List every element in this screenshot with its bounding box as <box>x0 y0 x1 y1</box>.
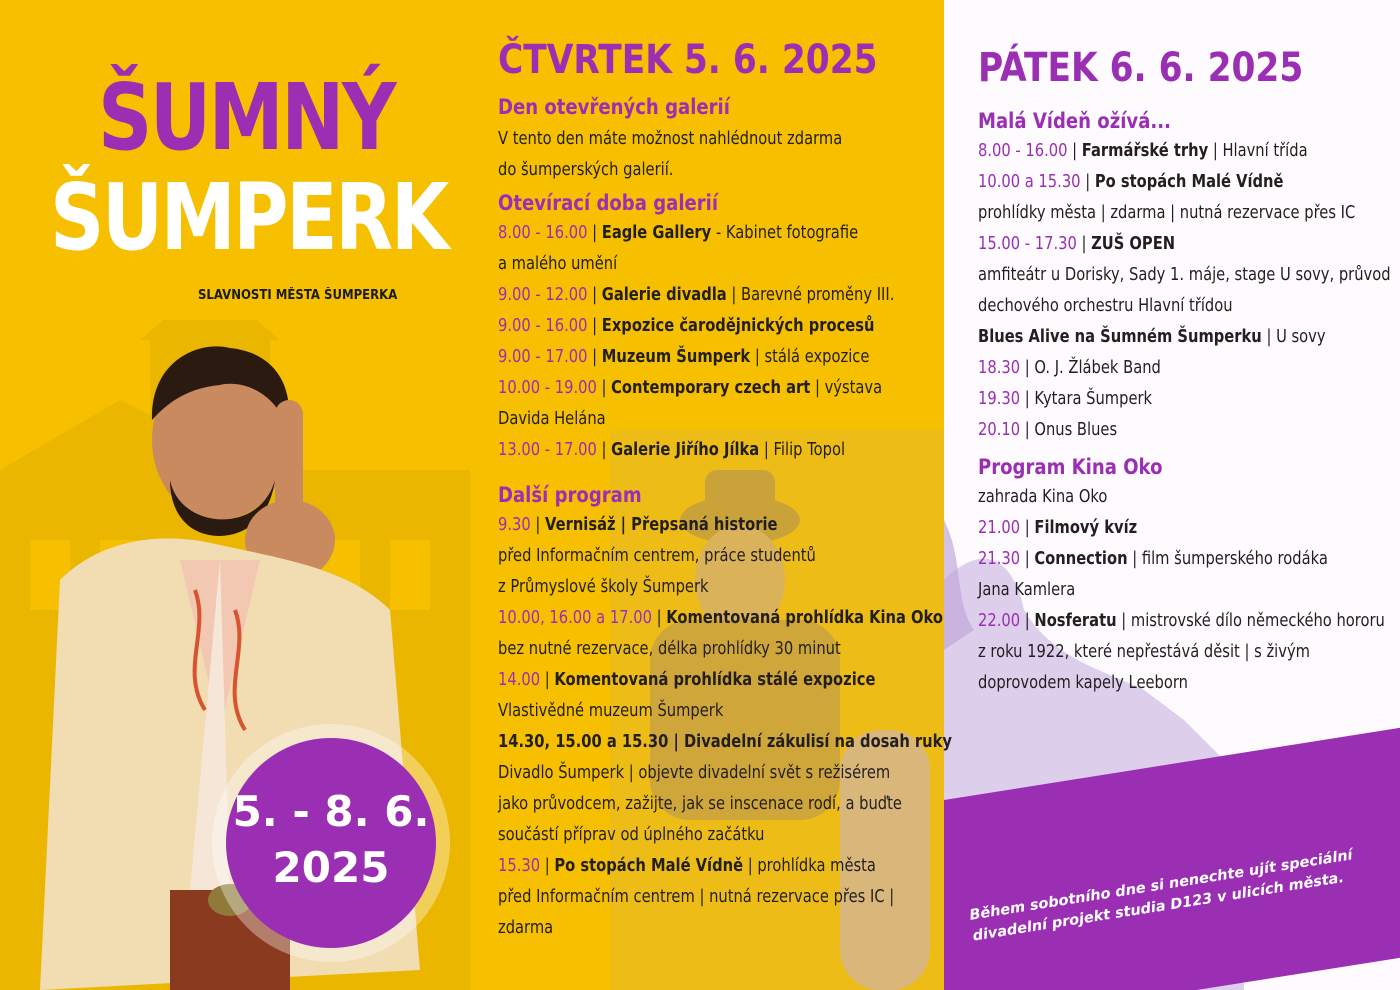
program-line <box>498 820 868 851</box>
program-line <box>978 384 1327 415</box>
program-name: Blues Alive na Šumném Šumperku <box>978 327 1262 347</box>
separator: | <box>596 440 612 460</box>
little-vienna-list <box>978 136 1393 446</box>
program-line <box>978 637 1327 668</box>
program-line <box>978 668 1327 699</box>
program-name: Contemporary czech art <box>611 378 811 398</box>
program-detail: | stálá expozice <box>750 347 870 367</box>
program-line <box>498 851 876 882</box>
thursday-title: ČTVRTEK 5. 6. 2025 <box>498 37 878 83</box>
program-name: Komentovaná prohlídka Kina Oko <box>666 608 944 628</box>
program-line <box>978 229 1327 260</box>
program-line <box>978 353 1327 384</box>
intro-line: V tento den máte možnost nahlédnout zdarma <box>498 129 843 149</box>
program-line <box>498 789 902 820</box>
program-time: 20.10 <box>978 420 1021 440</box>
program-detail: prohlídky města | zdarma | nutná rezervace přes IC <box>978 203 1356 223</box>
program-line <box>978 136 1327 167</box>
program-time: 14.00 <box>498 670 541 690</box>
program-time: 10.00 a 15.30 <box>978 172 1081 192</box>
intro-line: do šumperských galerií. <box>498 160 674 180</box>
program-line <box>498 280 895 311</box>
program-detail: Jana Kamlera <box>978 580 1076 600</box>
little-vienna-title: Malá Vídeň ožívá... <box>978 109 1171 133</box>
program-detail: amfiteátr u Dorisky, Sady 1. máje, stage U sovy, průvod <box>978 265 1391 285</box>
program-detail: | prohlídka města <box>743 856 876 876</box>
program-time: 22.00 <box>978 611 1021 631</box>
program-detail: dechového orchestru Hlavní třídou <box>978 296 1233 316</box>
program-detail: Kytara Šumperk <box>1034 389 1153 409</box>
open-galleries-title: Den otevřených galerií <box>498 95 730 119</box>
program-detail: zahrada Kina Oko <box>978 487 1108 507</box>
festival-dates-badge <box>226 738 436 948</box>
program-name: Komentovaná prohlídka stálé expozice <box>554 670 876 690</box>
program-time: 21.30 <box>978 549 1021 569</box>
program-line <box>498 913 868 944</box>
program-line <box>978 575 1327 606</box>
program-time: 9.00 - 12.00 <box>498 285 588 305</box>
program-time: 18.30 <box>978 358 1021 378</box>
program-name: Vernisáž | Přepsaná historie <box>545 515 778 535</box>
program-line <box>498 758 891 789</box>
program-line <box>498 665 876 696</box>
program-detail: Onus Blues <box>1034 420 1118 440</box>
program-time: 8.00 - 16.00 <box>498 223 588 243</box>
other-program-list <box>498 510 953 944</box>
program-line <box>498 342 868 373</box>
separator: | <box>1020 549 1035 569</box>
program-detail: před Informačním centrem | nutná rezervace přes IC | <box>498 887 895 907</box>
friday-program <box>978 42 1393 699</box>
program-name: Nosferatu <box>1034 611 1117 631</box>
program-time: 19.30 <box>978 389 1021 409</box>
thursday-program <box>498 34 953 944</box>
program-detail: Davida Helána <box>498 409 606 429</box>
separator: | <box>587 223 602 243</box>
program-time: 9.00 - 17.00 <box>498 347 588 367</box>
program-time: 21.00 <box>978 518 1021 538</box>
separator: | <box>530 515 546 535</box>
program-line <box>498 882 895 913</box>
program-time: 9.00 - 16.00 <box>498 316 588 336</box>
program-detail: | výstava <box>810 378 883 398</box>
program-name: Po stopách Malé Vídně <box>1094 172 1284 192</box>
program-time: 8.00 - 16.00 <box>978 141 1068 161</box>
separator: | <box>1067 141 1082 161</box>
program-name: Farmářské trhy <box>1081 141 1209 161</box>
program-detail: jako průvodcem, zažijte, jak se inscenace rodí, a buďte <box>498 794 902 814</box>
program-detail: - Kabinet fotografie <box>711 223 859 243</box>
program-line <box>498 541 868 572</box>
program-detail: doprovodem kapely Leeborn <box>978 673 1188 693</box>
program-name: Galerie divadla <box>601 285 727 305</box>
program-detail: Divadlo Šumperk | objevte divadelní svět s režisérem <box>498 763 891 783</box>
program-line <box>498 572 868 603</box>
logo-line1: ŠUMNÝ <box>98 64 395 171</box>
separator: | <box>596 378 612 398</box>
program-detail: | Filip Topol <box>759 440 846 460</box>
date-year: 2025 <box>272 843 390 892</box>
program-detail: | Barevné proměny III. <box>726 285 895 305</box>
program-line <box>978 198 1356 229</box>
gallery-hours-list <box>498 218 938 466</box>
program-line <box>498 603 944 634</box>
program-name: Eagle Gallery <box>601 223 712 243</box>
program-line <box>498 373 883 404</box>
program-line <box>498 435 868 466</box>
program-line <box>498 249 868 280</box>
separator: | <box>1020 389 1035 409</box>
program-line <box>978 260 1391 291</box>
program-line <box>978 482 1327 513</box>
date-range: 5. - 8. 6. <box>232 787 430 836</box>
program-line <box>498 727 953 758</box>
gallery-hours-title: Otevírací doba galerií <box>498 191 719 215</box>
program-time: 15.00 - 17.30 <box>978 234 1077 254</box>
program-line <box>978 513 1327 544</box>
separator: | <box>587 285 602 305</box>
program-detail: | film šumperského rodáka <box>1127 549 1328 569</box>
program-detail: a malého umění <box>498 254 618 274</box>
separator: | <box>1076 234 1092 254</box>
program-name: Expozice čarodějnických procesů <box>601 316 875 336</box>
separator: | <box>1020 420 1035 440</box>
program-time: 10.00, 16.00 a 17.00 <box>498 608 652 628</box>
program-line <box>498 510 868 541</box>
program-detail: | U sovy <box>1261 327 1326 347</box>
logo-line2: ŠUMPERK <box>50 164 447 271</box>
program-detail: | mistrovské dílo německého hororu <box>1116 611 1385 631</box>
separator: | <box>1080 172 1095 192</box>
program-detail: součástí příprav od úplného začátku <box>498 825 765 845</box>
program-time: 9.30 <box>498 515 531 535</box>
other-program-title: Další program <box>498 483 642 507</box>
program-detail: bez nutné rezervace, délka prohlídky 30 minut <box>498 639 841 659</box>
saturday-banner-text: Během sobotního dne si nenechte ujít speciální divadelní projekt studia D123 v ulicích města. <box>968 847 1354 945</box>
program-time: 13.00 - 17.00 <box>498 440 597 460</box>
kino-oko-list <box>978 482 1393 699</box>
separator: | <box>1020 611 1035 631</box>
program-name: 14.30, 15.00 a 15.30 | Divadelní zákulisí na dosah ruky <box>498 732 953 752</box>
program-detail: před Informačním centrem, práce studentů <box>498 546 816 566</box>
program-name: Connection <box>1034 549 1128 569</box>
program-name: Filmový kvíz <box>1034 518 1138 538</box>
separator: | <box>587 316 602 336</box>
separator: | <box>651 608 667 628</box>
separator: | <box>540 670 555 690</box>
program-name: ZUŠ OPEN <box>1091 234 1176 254</box>
program-name: Muzeum Šumperk <box>601 347 751 367</box>
program-line <box>498 311 875 342</box>
separator: | <box>1020 518 1035 538</box>
program-name: Po stopách Malé Vídně <box>554 856 744 876</box>
friday-title: PÁTEK 6. 6. 2025 <box>978 45 1304 91</box>
program-line <box>498 634 868 665</box>
program-line <box>498 218 868 249</box>
program-line <box>978 606 1385 637</box>
program-line <box>498 696 868 727</box>
logo-subtitle: SLAVNOSTI MĚSTA ŠUMPERKA <box>198 288 398 303</box>
program-line <box>978 415 1327 446</box>
program-line <box>978 322 1327 353</box>
program-time: 10.00 - 19.00 <box>498 378 597 398</box>
open-galleries-text <box>498 124 938 186</box>
separator: | <box>540 856 555 876</box>
program-detail: | Hlavní třída <box>1208 141 1308 161</box>
program-line <box>498 404 868 435</box>
program-detail: Vlastivědné muzeum Šumperk <box>498 701 724 721</box>
program-name: Galerie Jiřího Jílka <box>611 440 760 460</box>
separator: | <box>1020 358 1035 378</box>
program-detail: z roku 1922, které nepřestává děsit | s živým <box>978 642 1310 662</box>
program-detail: O. J. Žlábek Band <box>1034 358 1161 378</box>
program-line <box>978 291 1327 322</box>
program-detail: zdarma <box>498 918 554 938</box>
program-time: 15.30 <box>498 856 541 876</box>
program-line <box>978 544 1327 575</box>
program-detail: z Průmyslové školy Šumperk <box>498 577 709 597</box>
program-line <box>978 167 1327 198</box>
separator: | <box>587 347 602 367</box>
kino-oko-title: Program Kina Oko <box>978 455 1163 479</box>
